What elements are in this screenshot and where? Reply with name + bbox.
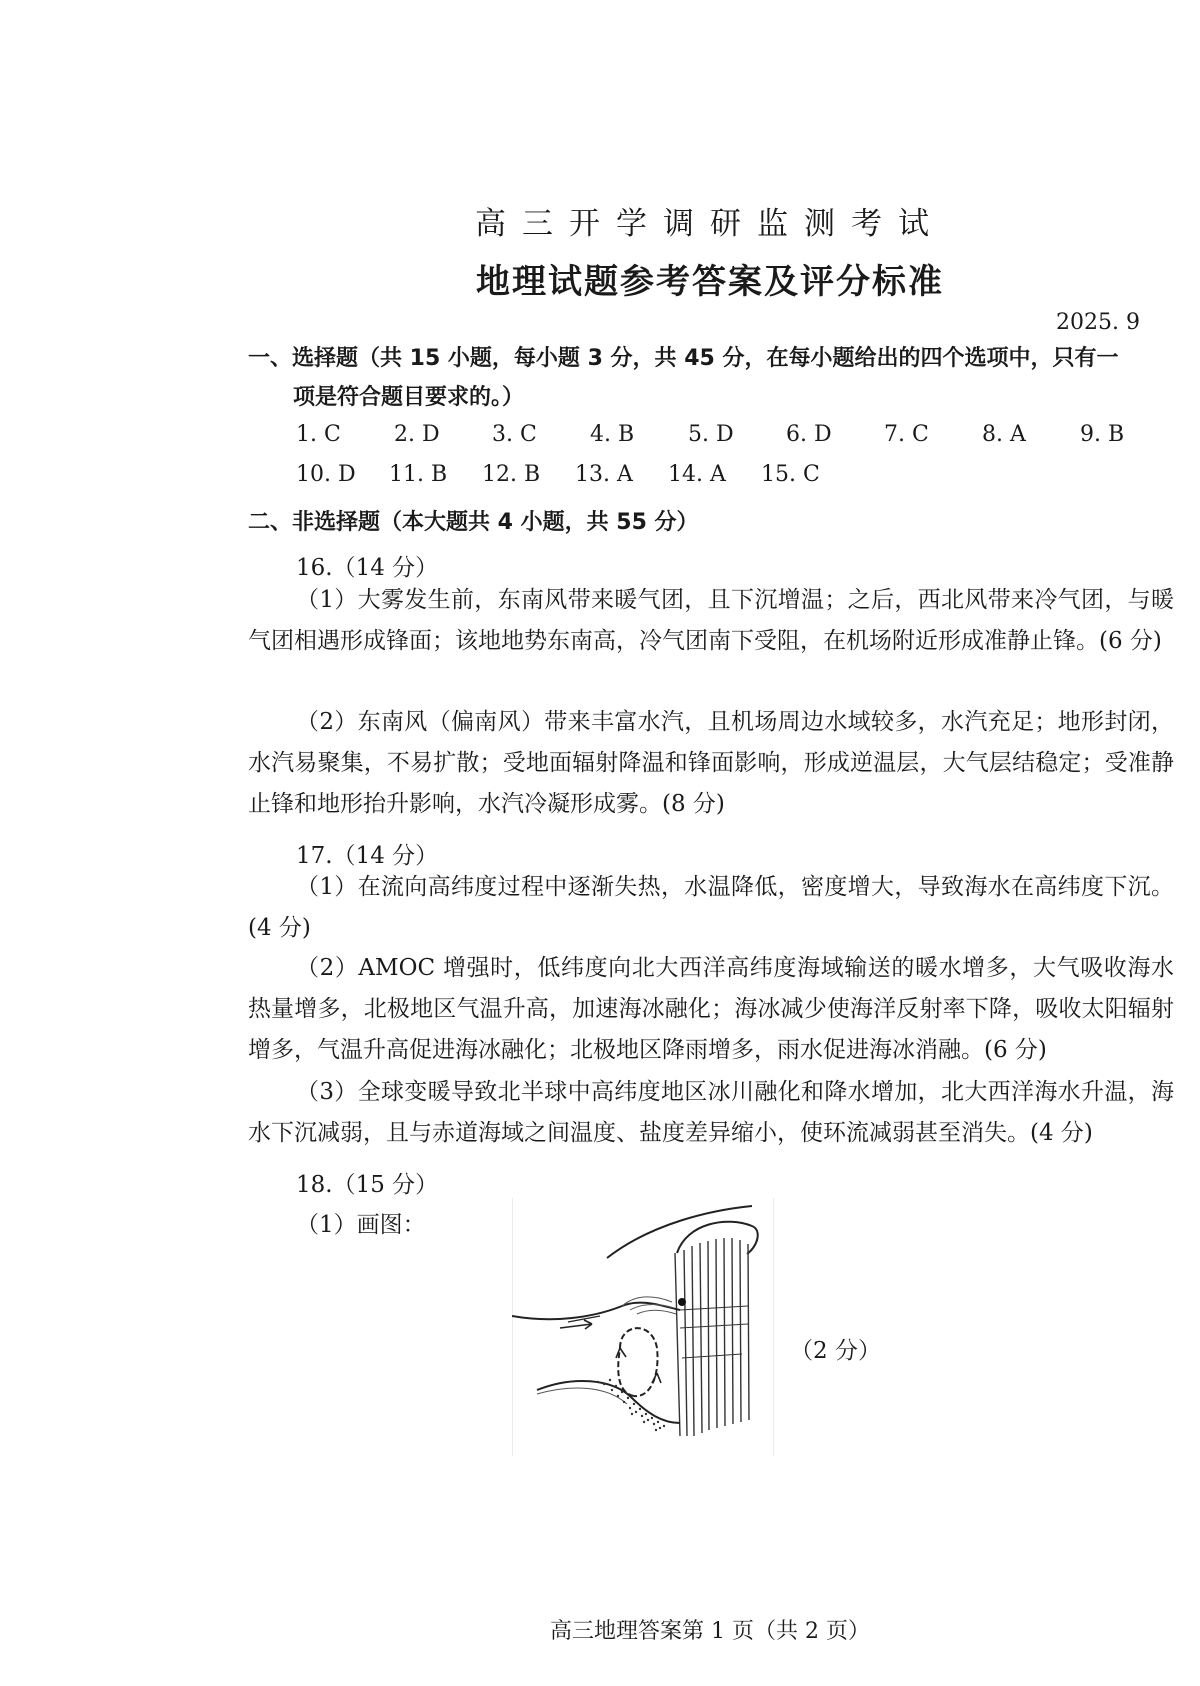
answer-11: 11. B (389, 462, 448, 487)
answer-1: 1. C (296, 422, 341, 447)
q16-part1: （1）大雾发生前，东南风带来暖气团，且下沉增温；之后，西北风带来冷气团，与暖气团相遇形成锋面；该地地势东南高，冷气团南下受阻，在机场附近形成准静止锋。(6 分) (248, 587, 1174, 654)
q17-part1: （1）在流向高纬度过程中逐渐失热，水温降低，密度增大，导致海水在高纬度下沉。(4 分) (248, 874, 1174, 941)
q16-part2: （2）东南风（偏南风）带来丰富水汽，且机场周边水域较多，水汽充足；地形封闭，水汽易聚集，不易扩散；受地面辐射降温和锋面影响，形成逆温层，大气层结稳定；受准静止锋和地形抬升影响，水汽冷凝形成雾。(8 分) (248, 709, 1174, 817)
page-footer: 高三地理答案第 1 页（共 2 页） (550, 1619, 870, 1644)
answer-2: 2. D (394, 422, 440, 447)
q17-label: 17.（14 分） (296, 843, 439, 869)
answer-3: 3. C (492, 422, 537, 447)
exam-date: 2025. 9 (1056, 310, 1140, 335)
section1-heading-line1: 一、选择题（共 15 小题，每小题 3 分，共 45 分，在每小题给出的四个选项中，只有一 (248, 346, 1119, 371)
answer-12: 12. B (482, 462, 541, 487)
answers-row-1 (296, 422, 1178, 447)
answer-9: 9. B (1080, 422, 1125, 447)
answer-15: 15. C (761, 462, 820, 487)
answer-4: 4. B (590, 422, 635, 447)
answer-8: 8. A (982, 422, 1026, 447)
answers-row-2 (296, 462, 854, 487)
q17-part2: （2）AMOC 增强时，低纬度向北大西洋高纬度海域输送的暖水增多，大气吸收海水热量增多，北极地区气温升高，加速海冰融化；海冰减少使海洋反射率下降，吸收太阳辐射增多，气温升高促进海冰融化；北极地区降雨增多，雨水促进海冰消融。(6 分) (248, 955, 1174, 1063)
figure-score: （2 分） (790, 1338, 881, 1364)
q16-label: 16.（14 分） (296, 555, 439, 581)
fog-circulation-figure (512, 1198, 774, 1456)
answer-key-title: 地理试题参考答案及评分标准 (476, 262, 944, 302)
answer-6: 6. D (786, 422, 832, 447)
section1-heading-line2: 项是符合题目要求的。） (293, 385, 525, 410)
q18-part1: （1）画图： (296, 1212, 426, 1238)
answer-5: 5. D (688, 422, 734, 447)
q18-label: 18.（15 分） (296, 1172, 439, 1198)
section2-heading: 二、非选择题（本大题共 4 小题，共 55 分） (248, 510, 699, 535)
q17-part3: （3）全球变暖导致北半球中高纬度地区冰川融化和降水增加，北大西洋海水升温，海水下沉减弱，且与赤道海域之间温度、盐度差异缩小，使环流减弱甚至消失。(4 分) (248, 1079, 1174, 1146)
answer-7: 7. C (884, 422, 929, 447)
exam-title: 高三开学调研监测考试 (475, 206, 945, 242)
answer-14: 14. A (668, 462, 726, 487)
answer-13: 13. A (575, 462, 633, 487)
answer-10: 10. D (296, 462, 356, 487)
